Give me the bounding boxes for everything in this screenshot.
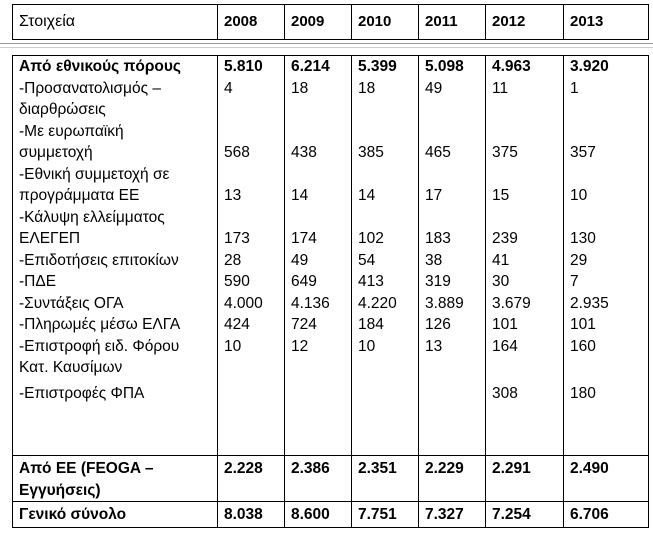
national-row-value: 308 xyxy=(492,384,518,402)
national-col-2013 xyxy=(564,56,649,456)
national-total-value: 5.810 xyxy=(224,58,263,75)
national-row-value: 102 xyxy=(358,230,384,247)
national-row-value: 568 xyxy=(224,144,250,161)
year-2009: 2009 xyxy=(285,5,352,40)
row-label: -Με ευρωπαϊκή xyxy=(19,122,124,140)
national-row-value: 49 xyxy=(291,251,309,269)
national-row-value: 28 xyxy=(224,251,242,269)
national-row-value: 18 xyxy=(358,79,376,97)
national-total-value: 4.963 xyxy=(492,58,531,75)
national-row-value: 180 xyxy=(570,384,596,402)
national-row-value: 590 xyxy=(224,273,250,290)
national-row-value: 30 xyxy=(492,273,510,290)
header-row xyxy=(13,5,649,40)
national-col-2009 xyxy=(285,56,352,456)
total-value: 6.706 xyxy=(564,502,649,528)
national-row-value: 413 xyxy=(358,273,384,290)
eu-value: 2.291 xyxy=(486,456,564,502)
eu-row xyxy=(13,456,649,502)
row-label: -ΠΔΕ xyxy=(19,273,57,290)
national-row-value: 12 xyxy=(291,337,309,355)
row-label: συμμετοχή xyxy=(19,144,93,161)
national-row-value: 49 xyxy=(425,79,443,97)
national-total-value: 5.098 xyxy=(425,58,464,75)
national-row-value: 184 xyxy=(358,316,384,333)
row-label: -Κάλυψη ελλείμματος xyxy=(19,208,165,226)
total-value: 7.327 xyxy=(419,502,486,528)
national-row-value: 10 xyxy=(224,337,242,355)
national-row-value: 2.935 xyxy=(570,294,609,312)
header-label: Στοιχεία xyxy=(13,5,218,40)
national-row-value: 465 xyxy=(425,144,451,161)
national-section xyxy=(13,56,649,456)
row-label: -Συντάξεις ΟΓΑ xyxy=(19,294,124,312)
national-row-value: 173 xyxy=(224,230,250,247)
national-row-value: 17 xyxy=(425,187,443,204)
eu-value: 2.228 xyxy=(218,456,285,502)
national-row-value: 14 xyxy=(291,187,309,204)
national-row-value xyxy=(425,383,485,405)
national-labels xyxy=(13,56,218,456)
national-row-value: 649 xyxy=(291,273,317,290)
total-value: 8.600 xyxy=(285,502,352,528)
national-col-2011 xyxy=(419,56,486,456)
eu-title-line1: Από ΕΕ (FEOGA – xyxy=(19,460,154,477)
national-row-value: 14 xyxy=(358,187,376,204)
row-label: ΕΛΕΓΕΠ xyxy=(19,230,81,247)
national-row-value: 29 xyxy=(570,251,588,269)
national-row-value: 1 xyxy=(570,79,579,97)
national-row-value: 101 xyxy=(570,316,596,333)
national-row-value: 319 xyxy=(425,273,451,290)
national-row-value: 375 xyxy=(492,144,518,161)
total-label: Γενικό σύνολο xyxy=(13,502,218,528)
header-separator-light xyxy=(0,47,653,48)
row-label: -Εθνική συμμετοχή σε xyxy=(19,165,170,183)
header-separator xyxy=(0,43,653,44)
data-table xyxy=(12,55,649,528)
national-row-value: 41 xyxy=(492,251,510,269)
eu-label xyxy=(13,456,218,502)
national-total-value: 5.399 xyxy=(358,58,397,75)
row-label: -Επιδοτήσεις επιτοκίων xyxy=(19,251,179,269)
national-row-value: 239 xyxy=(492,230,518,247)
row-label: -Επιστροφή ειδ. Φόρου xyxy=(19,337,180,355)
national-col-2008 xyxy=(218,56,285,456)
total-value: 8.038 xyxy=(218,502,285,528)
national-row-value: 424 xyxy=(224,316,250,333)
national-row-value: 126 xyxy=(425,316,451,333)
national-row-value: 724 xyxy=(291,316,317,333)
year-2012: 2012 xyxy=(486,5,564,40)
national-row-value: 3.679 xyxy=(492,294,531,312)
national-row-value: 438 xyxy=(291,144,317,161)
eu-title-line2: Εγγυήσεις) xyxy=(19,481,101,499)
national-row-value: 357 xyxy=(570,144,596,161)
national-total-value: 3.920 xyxy=(570,58,609,75)
year-2013: 2013 xyxy=(564,5,649,40)
national-col-2010 xyxy=(352,56,419,456)
year-2010: 2010 xyxy=(352,5,419,40)
row-label: διαρθρώσεις xyxy=(19,101,106,118)
total-row xyxy=(13,502,649,528)
national-row-value: 174 xyxy=(291,230,317,247)
national-row-value: 18 xyxy=(291,79,309,97)
eu-value: 2.229 xyxy=(419,456,486,502)
national-row-value: 10 xyxy=(358,337,376,355)
total-value: 7.254 xyxy=(486,502,564,528)
national-row-value: 38 xyxy=(425,251,443,269)
national-title: Από εθνικούς πόρους xyxy=(19,58,181,75)
year-2008: 2008 xyxy=(218,5,285,40)
national-col-2012 xyxy=(486,56,564,456)
national-row-value: 183 xyxy=(425,230,451,247)
national-row-value xyxy=(224,383,284,405)
national-row-value: 160 xyxy=(570,337,596,355)
national-row-value: 4.220 xyxy=(358,294,397,312)
row-label: -Επιστροφές ΦΠΑ xyxy=(19,384,145,402)
row-label: Κατ. Καυσίμων xyxy=(19,359,123,376)
national-row-value xyxy=(291,383,351,405)
national-row-value: 54 xyxy=(358,251,376,269)
national-row-value: 13 xyxy=(425,337,443,355)
national-row-value: 4.000 xyxy=(224,294,263,312)
national-row-value: 13 xyxy=(224,187,242,204)
row-label: -Πληρωμές μέσω ΕΛΓΑ xyxy=(19,316,181,333)
national-row-value: 10 xyxy=(570,187,588,204)
row-label: προγράμματα ΕΕ xyxy=(19,187,140,204)
header-table xyxy=(12,4,649,40)
national-row-value: 4.136 xyxy=(291,294,330,312)
national-row-value: 385 xyxy=(358,144,384,161)
eu-value: 2.351 xyxy=(352,456,419,502)
national-total-value: 6.214 xyxy=(291,58,330,75)
year-2011: 2011 xyxy=(419,5,486,40)
national-row-value: 11 xyxy=(492,79,509,97)
national-row-value: 7 xyxy=(570,273,579,290)
eu-value: 2.490 xyxy=(564,456,649,502)
national-row-value xyxy=(358,383,418,405)
national-row-value: 130 xyxy=(570,230,596,247)
eu-value: 2.386 xyxy=(285,456,352,502)
row-label: -Προσανατολισμός – xyxy=(19,79,161,97)
national-row-value: 15 xyxy=(492,187,510,204)
national-row-value: 164 xyxy=(492,337,518,355)
national-row-value: 4 xyxy=(224,79,233,97)
total-value: 7.751 xyxy=(352,502,419,528)
national-row-value: 101 xyxy=(492,316,518,333)
national-row-value: 3.889 xyxy=(425,294,464,312)
